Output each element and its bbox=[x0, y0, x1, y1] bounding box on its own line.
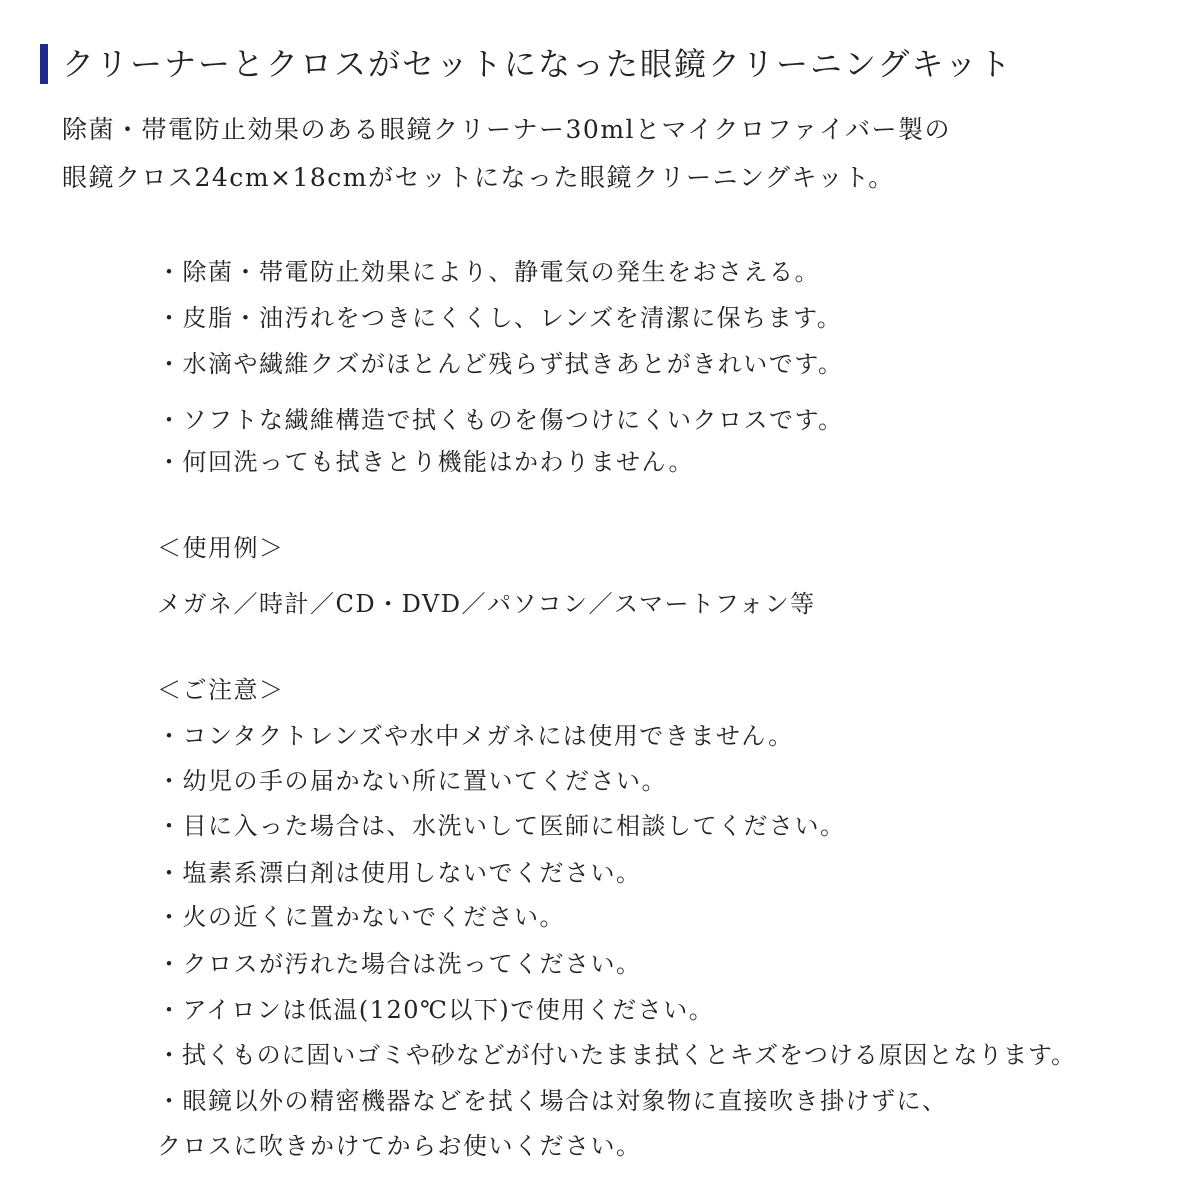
intro-line: 眼鏡クロス24cm×18cmがセットになった眼鏡クリーニングキット。 bbox=[62, 163, 895, 192]
caution-heading: ＜ご注意＞ bbox=[157, 676, 285, 704]
caution-item: クロスに吹きかけてからお使いください。 bbox=[157, 1132, 642, 1160]
caution-item: ・拭くものに固いゴミや砂などが付いたまま拭くとキズをつける原因となります。 bbox=[157, 1041, 1076, 1069]
title-accent-bar bbox=[40, 44, 48, 84]
caution-item: ・コンタクトレンズや水中メガネには使用できません。 bbox=[157, 722, 794, 750]
usage-text: メガネ／時計／CD・DVD／パソコン／スマートフォン等 bbox=[157, 590, 816, 618]
feature-item: ・何回洗っても拭きとり機能はかわりません。 bbox=[157, 448, 694, 476]
caution-item: ・幼児の手の届かない所に置いてください。 bbox=[157, 767, 667, 795]
feature-item: ・ソフトな繊維構造で拭くものを傷つけにくいクロスです。 bbox=[157, 406, 844, 434]
caution-item: ・火の近くに置かないでください。 bbox=[157, 903, 565, 931]
intro-line: 除菌・帯電防止効果のある眼鏡クリーナー30mlとマイクロファイバー製の bbox=[62, 115, 952, 144]
feature-item: ・水滴や繊維クズがほとんど残らず拭きあとがきれいです。 bbox=[157, 350, 844, 378]
intro-text bbox=[62, 106, 1162, 202]
feature-item: ・皮脂・油汚れをつきにくくし、レンズを清潔に保ちます。 bbox=[157, 304, 843, 332]
page-title: クリーナーとクロスがセットになった眼鏡クリーニングキット bbox=[62, 45, 1013, 83]
feature-item: ・除菌・帯電防止効果により、静電気の発生をおさえる。 bbox=[157, 258, 820, 286]
caution-item: ・アイロンは低温(120℃以下)で使用ください。 bbox=[157, 996, 715, 1024]
usage-heading: ＜使用例＞ bbox=[157, 534, 285, 562]
caution-item: ・目に入った場合は、水洗いして医師に相談してください。 bbox=[157, 812, 846, 840]
caution-item: ・塩素系漂白剤は使用しないでください。 bbox=[157, 859, 642, 887]
caution-item: ・クロスが汚れた場合は洗ってください。 bbox=[157, 950, 642, 978]
caution-item: ・眼鏡以外の精密機器などを拭く場合は対象物に直接吹き掛けずに、 bbox=[157, 1087, 948, 1115]
